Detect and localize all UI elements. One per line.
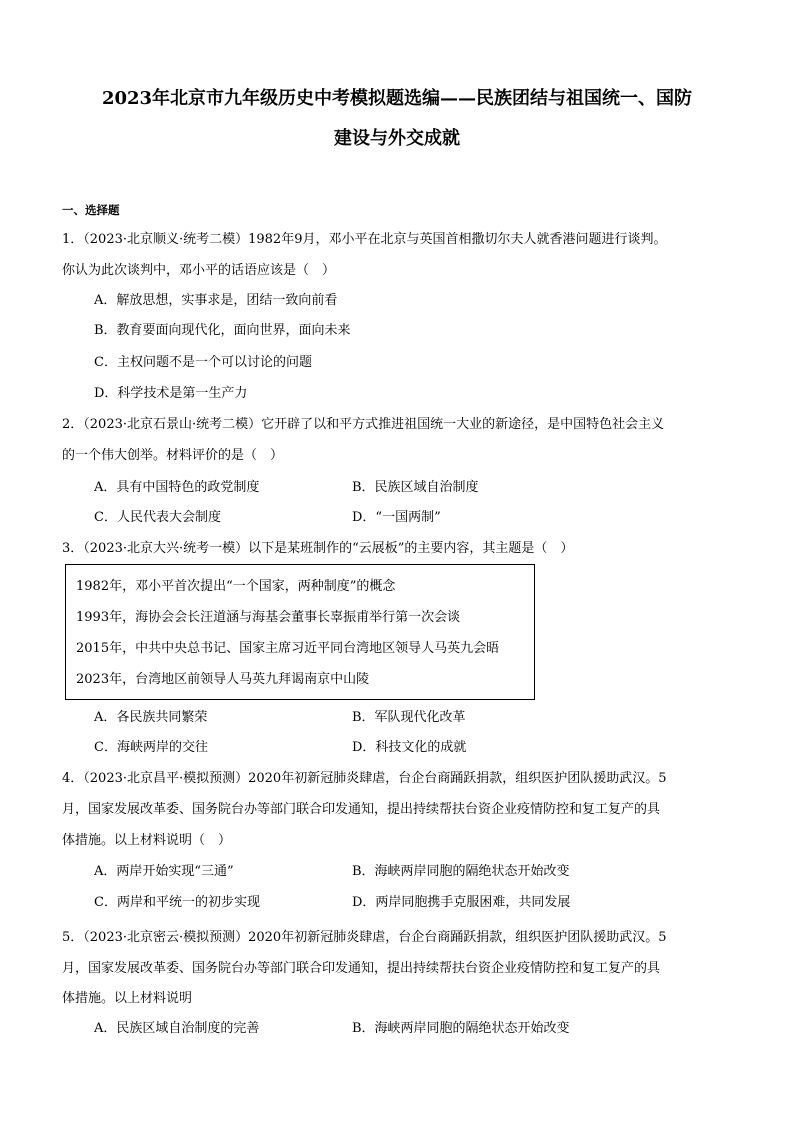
section-heading: 一、选择题 [62, 203, 120, 217]
question-2-stem-line-2: 的一个伟大创举。材料评价的是（ ） [62, 448, 284, 463]
question-2-option-b: B．民族区域自治制度 [352, 480, 479, 495]
material-line-2023: 2023年，台湾地区前领导人马英九拜谒南京中山陵 [76, 672, 370, 687]
question-4-stem-line-2: 月，国家发展改革委、国务院台办等部门联合印发通知，提出持续帮扶台资企业疫情防控和复工复产的具 [62, 802, 661, 817]
question-3-option-a: A．各民族共同繁荣 [94, 710, 208, 725]
question-4-option-b: B．海峡两岸同胞的隔绝状态开始改变 [352, 864, 570, 879]
question-3-option-d: D．科技文化的成就 [352, 740, 467, 755]
question-3-option-c: C．海峡两岸的交往 [94, 740, 208, 755]
question-3-stem-line-1: 3．（2023·北京大兴·统考一模）以下是某班制作的“云展板”的主要内容，其主题是（ ） [62, 541, 574, 556]
question-1-option-b: B．教育要面向现代化，面向世界，面向未来 [94, 323, 351, 338]
question-3-option-b: B．军队现代化改革 [352, 710, 466, 725]
question-1-option-d: D．科学技术是第一生产力 [94, 386, 248, 401]
question-5-stem-line-3: 体措施。以上材料说明 [62, 991, 193, 1006]
material-line-1993: 1993年，海协会会长汪道涵与海基会董事长辜振甫举行第一次会谈 [76, 610, 461, 625]
question-3-material-box [65, 564, 535, 700]
question-1-stem-line-1: 1．（2023·北京顺义·统考二模）1982年9月，邓小平在北京与英国首相撒切尔夫人就香港问题进行谈判。 [62, 232, 667, 247]
question-5-stem-line-1: 5．（2023·北京密云·模拟预测）2020年初新冠肺炎肆虐，台企台商踊跃捐款，组织医护团队援助武汉。5 [62, 930, 667, 945]
material-line-1982: 1982年，邓小平首次提出“一个国家，两种制度”的概念 [76, 579, 396, 594]
question-2-stem-line-1: 2．（2023·北京石景山·统考二模）它开辟了以和平方式推进祖国统一大业的新途径，是中国特色社会主义 [62, 417, 665, 432]
question-2-option-c: C．人民代表大会制度 [94, 510, 221, 525]
question-2-option-d: D．“一国两制” [352, 510, 441, 525]
question-1-stem-line-2: 你认为此次谈判中，邓小平的话语应该是（ ） [62, 263, 336, 278]
question-5-option-a: A．民族区域自治制度的完善 [94, 1021, 260, 1036]
question-4-stem-line-1: 4．（2023·北京昌平·模拟预测）2020年初新冠肺炎肆虐，台企台商踊跃捐款，组织医护团队援助武汉。5 [62, 771, 667, 786]
question-5-option-b: B．海峡两岸同胞的隔绝状态开始改变 [352, 1021, 570, 1036]
document-title-line-1: 2023年北京市九年级历史中考模拟题选编——民族团结与祖国统一、国防 [101, 88, 693, 109]
document-title-line-2: 建设与外交成就 [334, 128, 460, 149]
question-5-stem-line-2: 月，国家发展改革委、国务院台办等部门联合印发通知，提出持续帮扶台资企业疫情防控和复工复产的具 [62, 961, 661, 976]
question-4-option-d: D．两岸同胞携手克服困难，共同发展 [352, 895, 571, 910]
material-line-2015: 2015年，中共中央总书记、国家主席习近平同台湾地区领导人马英九会晤 [76, 641, 500, 656]
question-4-option-c: C．两岸和平统一的初步实现 [94, 895, 260, 910]
question-4-stem-line-3: 体措施。以上材料说明（ ） [62, 833, 232, 848]
question-1-option-c: C．主权问题不是一个可以讨论的问题 [94, 355, 312, 370]
question-2-option-a: A．具有中国特色的政党制度 [94, 480, 260, 495]
question-1-option-a: A．解放思想，实事求是，团结一致向前看 [94, 293, 338, 308]
question-4-option-a: A．两岸开始实现“三通” [94, 864, 234, 879]
